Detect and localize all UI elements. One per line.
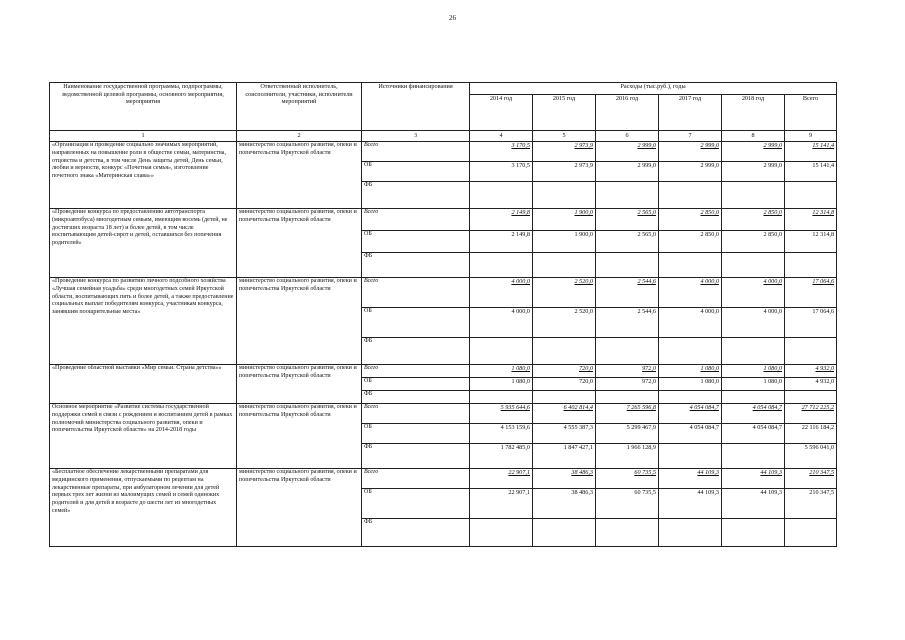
amount-cell — [785, 338, 837, 365]
funding-source: ФБ — [362, 182, 470, 209]
amount-cell: 210 347,5 — [785, 469, 837, 489]
amount-cell: 60 735,5 — [596, 489, 659, 519]
amount-cell — [659, 444, 722, 469]
column-number: 8 — [722, 131, 785, 142]
amount-cell: 2 999,0 — [722, 142, 785, 162]
amount-cell: 5 596 041,0 — [785, 444, 837, 469]
amount-cell: 1 080,0 — [722, 365, 785, 378]
funding-source: ФБ — [362, 253, 470, 278]
amount-cell: 38 486,3 — [533, 469, 596, 489]
funding-source: ОБ — [362, 424, 470, 444]
amount-cell: 44 109,3 — [722, 469, 785, 489]
funding-source: Всего — [362, 278, 470, 308]
amount-cell — [659, 253, 722, 278]
amount-cell: 4 555 387,3 — [533, 424, 596, 444]
amount-cell: 1 900,0 — [533, 209, 596, 231]
amount-cell: 2 999,0 — [659, 162, 722, 182]
funding-source: ФБ — [362, 391, 470, 404]
header-expenses: Расходы (тыс.руб.), годы — [470, 83, 837, 95]
measure-name: «Проведение конкурса по предоставлению автотранспорта (микроавтобуса) многодетным семьям, имеющим восемь (детей, не достигших возраста 18 лет) и более детей, в том числе воспитывающим детей-сирот и детей, оставшихся без попечения родителей» — [50, 209, 237, 278]
table-row — [50, 365, 837, 378]
amount-cell: 972,0 — [596, 365, 659, 378]
amount-cell — [659, 391, 722, 404]
amount-cell: 17 064,6 — [785, 308, 837, 338]
amount-cell: 4 932,0 — [785, 365, 837, 378]
header-year: 2017 год — [659, 95, 722, 131]
funding-source: ФБ — [362, 338, 470, 365]
amount-cell: 12 314,8 — [785, 231, 837, 253]
column-number: 7 — [659, 131, 722, 142]
amount-cell: 1 080,0 — [659, 365, 722, 378]
amount-cell: 2 544,6 — [596, 278, 659, 308]
header-year: 2018 год — [722, 95, 785, 131]
column-number: 9 — [785, 131, 837, 142]
executor: министерство социального развития, опеки и попечительства Иркутской области — [237, 209, 362, 278]
amount-cell: 1 080,0 — [722, 378, 785, 391]
header-source: Источники финансирования — [362, 83, 470, 131]
funding-source: Всего — [362, 142, 470, 162]
amount-cell: 4 054 084,7 — [659, 404, 722, 424]
amount-cell: 210 347,5 — [785, 489, 837, 519]
amount-cell: 4 054 084,7 — [659, 424, 722, 444]
amount-cell: 2 973,9 — [533, 162, 596, 182]
funding-source: ФБ — [362, 444, 470, 469]
amount-cell: 2 544,6 — [596, 308, 659, 338]
amount-cell — [533, 338, 596, 365]
column-number: 5 — [533, 131, 596, 142]
amount-cell: 4 000,0 — [659, 308, 722, 338]
amount-cell — [596, 182, 659, 209]
table-row — [50, 404, 837, 424]
amount-cell: 1 847 427,1 — [533, 444, 596, 469]
measure-name: «Организация и проведение социально значимых мероприятий, направленных на повышение роли в обществе семьи, материнства, отцовства и детства, в том числе День защиты детей, День семьи, любви и верности, конкурс «Почетная семья», изготовление почетного знака «Материнская слава»» — [50, 142, 237, 209]
executor: министерство социального развития, опеки и попечительства Иркутской области — [237, 142, 362, 209]
amount-cell: 2 850,0 — [659, 231, 722, 253]
amount-cell: 2 850,0 — [722, 231, 785, 253]
header-total: Всего — [785, 95, 837, 131]
amount-cell: 60 735,5 — [596, 469, 659, 489]
amount-cell: 44 109,3 — [722, 489, 785, 519]
amount-cell: 38 486,3 — [533, 489, 596, 519]
amount-cell: 2 973,9 — [533, 142, 596, 162]
funding-source: ОБ — [362, 231, 470, 253]
executor: министерство социального развития, опеки и попечительства Иркутской области — [237, 365, 362, 404]
funding-source: ОБ — [362, 162, 470, 182]
amount-cell: 17 064,6 — [785, 278, 837, 308]
column-number: 4 — [470, 131, 533, 142]
amount-cell — [785, 253, 837, 278]
amount-cell — [533, 391, 596, 404]
amount-cell: 2 999,0 — [659, 142, 722, 162]
amount-cell: 2 850,0 — [722, 209, 785, 231]
amount-cell — [722, 391, 785, 404]
funding-source: ОБ — [362, 308, 470, 338]
amount-cell — [659, 338, 722, 365]
amount-cell: 4 054 084,7 — [722, 424, 785, 444]
amount-cell — [722, 338, 785, 365]
amount-cell — [785, 519, 837, 547]
header-executor: Ответственный исполнитель, соисполнители, участники, исполнители мероприятий — [237, 83, 362, 131]
amount-cell: 6 402 814,4 — [533, 404, 596, 424]
amount-cell: 1 966 128,9 — [596, 444, 659, 469]
amount-cell — [785, 182, 837, 209]
amount-cell: 2 520,0 — [533, 278, 596, 308]
measure-name: «Проведение конкурса по развитию личного подсобного хозяйства «Лучшая семейная усадьба» среди многодетных семей Иркутской области, воспитывающих пять и более детей, а также предоставление социальных выплат победителям конкурса, участникам конкурса, занявшим поощрительные места» — [50, 278, 237, 365]
header-name: Наименование государственной программы, подпрограммы, ведомственной целевой программы, основного мероприятия, мероприятия — [50, 83, 237, 131]
amount-cell: 3 170,5 — [470, 142, 533, 162]
amount-cell: 22 907,1 — [470, 489, 533, 519]
amount-cell: 2 999,0 — [596, 142, 659, 162]
column-number: 2 — [237, 131, 362, 142]
page-number: 26 — [449, 14, 456, 22]
amount-cell: 4 000,0 — [470, 278, 533, 308]
amount-cell — [596, 338, 659, 365]
amount-cell: 4 932,0 — [785, 378, 837, 391]
amount-cell: 720,0 — [533, 378, 596, 391]
funding-source: Всего — [362, 404, 470, 424]
amount-cell: 2 850,0 — [659, 209, 722, 231]
measure-name: Основное мероприятие «Развитие системы государственной поддержки семей в связи с рождением и воспитанием детей в рамках полномочий министерства социального развития, опеки и попечительства Иркутской области» на 2014-2018 годы — [50, 404, 237, 469]
amount-cell: 12 314,8 — [785, 209, 837, 231]
amount-cell: 2 565,0 — [596, 231, 659, 253]
amount-cell: 22 116 184,2 — [785, 424, 837, 444]
amount-cell — [470, 519, 533, 547]
amount-cell — [596, 391, 659, 404]
amount-cell: 27 712 225,2 — [785, 404, 837, 424]
amount-cell — [470, 391, 533, 404]
funding-source: ФБ — [362, 519, 470, 547]
column-number: 6 — [596, 131, 659, 142]
amount-cell: 4 054 084,7 — [722, 404, 785, 424]
amount-cell: 1 080,0 — [470, 378, 533, 391]
column-number: 3 — [362, 131, 470, 142]
table-row — [50, 469, 837, 489]
amount-cell — [533, 519, 596, 547]
amount-cell — [722, 253, 785, 278]
measure-name: «Проведение областной выставки «Мир семьи. Страна детства»» — [50, 365, 237, 404]
amount-cell — [659, 182, 722, 209]
amount-cell — [470, 338, 533, 365]
amount-cell: 44 109,3 — [659, 469, 722, 489]
amount-cell — [659, 519, 722, 547]
amount-cell: 1 900,0 — [533, 231, 596, 253]
amount-cell: 1 080,0 — [470, 365, 533, 378]
measure-name: «Бесплатное обеспечение лекарственными препаратами для медицинского применения, отпускаемыми по рецептам на лекарственные препараты, при амбулаторном лечении для детей первых трех лет жизни из малоимущих семей и семей одиноких родителей и для детей в возрасте до шести лет из многодетных семей» — [50, 469, 237, 547]
amount-cell: 4 000,0 — [722, 308, 785, 338]
table-row — [50, 209, 837, 231]
funding-source: Всего — [362, 365, 470, 378]
amount-cell — [596, 519, 659, 547]
amount-cell — [533, 253, 596, 278]
amount-cell — [470, 182, 533, 209]
column-number: 1 — [50, 131, 237, 142]
amount-cell: 15 141,4 — [785, 142, 837, 162]
funding-source: ОБ — [362, 489, 470, 519]
amount-cell: 44 109,3 — [659, 489, 722, 519]
amount-cell: 4 000,0 — [659, 278, 722, 308]
amount-cell — [785, 391, 837, 404]
amount-cell: 2 149,8 — [470, 231, 533, 253]
amount-cell — [722, 519, 785, 547]
amount-cell: 2 565,0 — [596, 209, 659, 231]
amount-cell: 4 153 159,6 — [470, 424, 533, 444]
amount-cell: 1 080,0 — [659, 378, 722, 391]
amount-cell: 2 520,0 — [533, 308, 596, 338]
amount-cell: 22 907,1 — [470, 469, 533, 489]
amount-cell: 2 999,0 — [722, 162, 785, 182]
amount-cell: 15 141,4 — [785, 162, 837, 182]
executor: министерство социального развития, опеки и попечительства Иркутской области — [237, 404, 362, 469]
executor: министерство социального развития, опеки и попечительства Иркутской области — [237, 469, 362, 547]
header-year: 2015 год — [533, 95, 596, 131]
amount-cell — [722, 182, 785, 209]
amount-cell: 5 935 644,6 — [470, 404, 533, 424]
amount-cell: 2 149,8 — [470, 209, 533, 231]
budget-table — [49, 82, 837, 547]
executor: министерство социального развития, опеки и попечительства Иркутской области — [237, 278, 362, 365]
table-row — [50, 278, 837, 308]
amount-cell — [533, 182, 596, 209]
amount-cell — [596, 253, 659, 278]
funding-source: ОБ — [362, 378, 470, 391]
amount-cell: 3 170,5 — [470, 162, 533, 182]
amount-cell — [470, 253, 533, 278]
amount-cell: 5 299 467,9 — [596, 424, 659, 444]
funding-source: Всего — [362, 469, 470, 489]
header-year: 2014 год — [470, 95, 533, 131]
amount-cell: 4 000,0 — [722, 278, 785, 308]
header-year: 2016 год — [596, 95, 659, 131]
amount-cell — [722, 444, 785, 469]
funding-source: Всего — [362, 209, 470, 231]
amount-cell: 720,0 — [533, 365, 596, 378]
amount-cell: 1 782 485,0 — [470, 444, 533, 469]
column-numbers-row — [50, 131, 837, 142]
table-row — [50, 142, 837, 162]
amount-cell: 2 999,0 — [596, 162, 659, 182]
amount-cell: 7 265 596,8 — [596, 404, 659, 424]
amount-cell: 4 000,0 — [470, 308, 533, 338]
amount-cell: 972,0 — [596, 378, 659, 391]
